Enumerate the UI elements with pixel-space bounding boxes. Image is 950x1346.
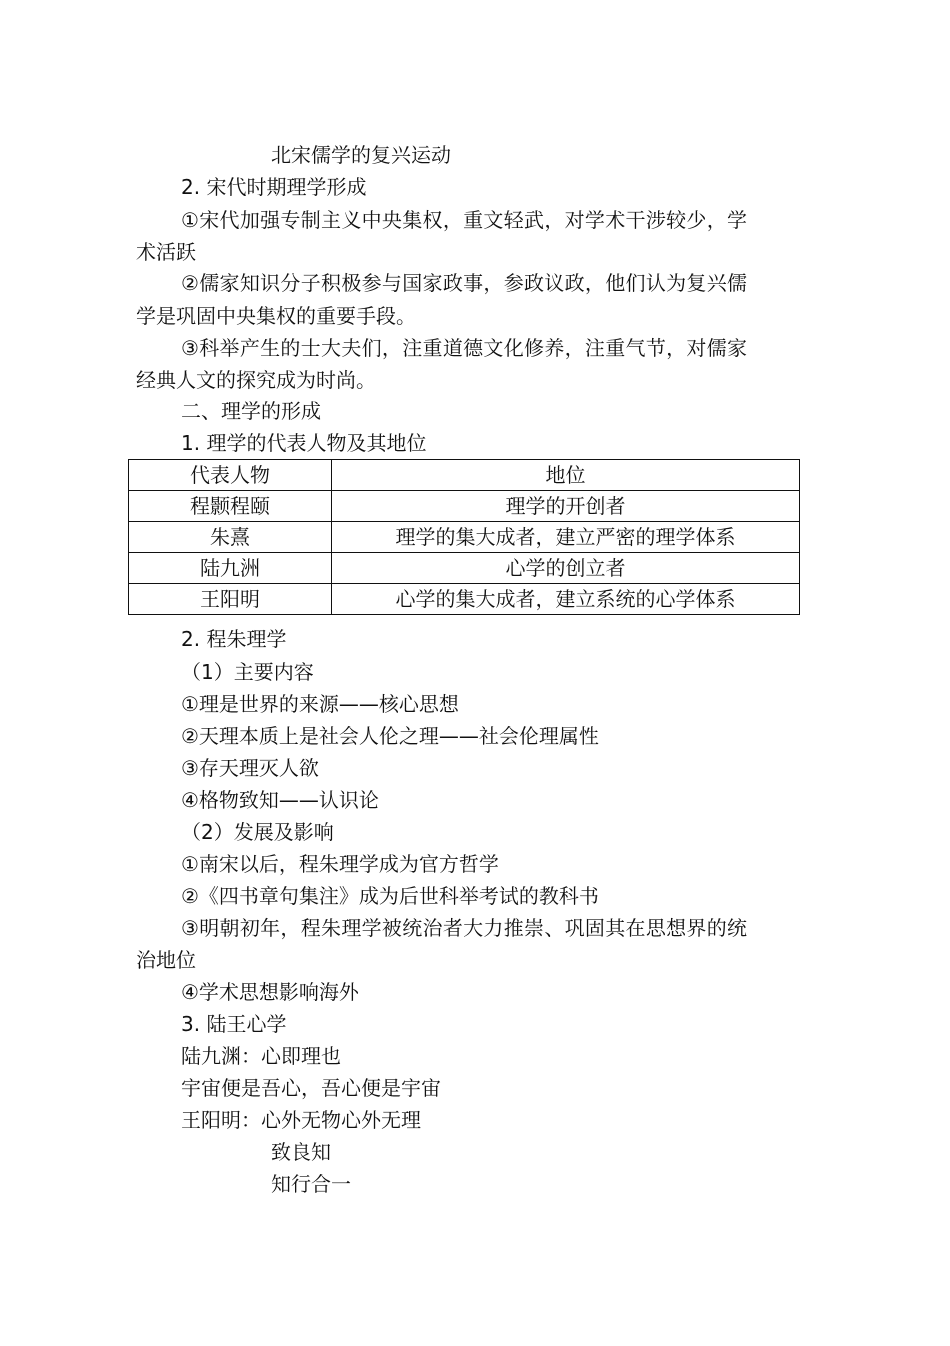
subsection-2-1-title: （1）主要内容 bbox=[181, 660, 314, 684]
content-item-1: ①理是世界的来源——核心思想 bbox=[181, 692, 459, 716]
table-cell-person: 王阳明 bbox=[129, 584, 332, 615]
content-item-4: ④格物致知——认识论 bbox=[181, 788, 379, 812]
table-row bbox=[129, 522, 800, 553]
table-cell-status: 心学的集大成者，建立系统的心学体系 bbox=[332, 584, 800, 615]
table-header-person: 代表人物 bbox=[129, 460, 332, 491]
paragraph-1-line-2: 术活跃 bbox=[136, 240, 196, 264]
paragraph-2-line-1: ②儒家知识分子积极参与国家政事，参政议政，他们认为复兴儒 bbox=[181, 271, 748, 295]
development-item-1: ①南宋以后，程朱理学成为官方哲学 bbox=[181, 852, 499, 876]
development-item-3-line-2: 治地位 bbox=[136, 948, 196, 972]
table-header-status: 地位 bbox=[332, 460, 800, 491]
content-item-2: ②天理本质上是社会人伦之理——社会伦理属性 bbox=[181, 724, 599, 748]
representatives-table bbox=[128, 459, 800, 615]
lu-jiuyuan-quote: 陆九渊：心即理也 bbox=[181, 1044, 341, 1068]
table-row bbox=[129, 491, 800, 522]
development-item-2: ②《四书章句集注》成为后世科举考试的教科书 bbox=[181, 884, 599, 908]
universe-quote: 宇宙便是吾心，吾心便是宇宙 bbox=[181, 1076, 441, 1100]
heading-northern-song: 北宋儒学的复兴运动 bbox=[271, 143, 451, 167]
content-item-3: ③存天理灭人欲 bbox=[181, 756, 319, 780]
table-cell-person: 朱熹 bbox=[129, 522, 332, 553]
table-row bbox=[129, 553, 800, 584]
subsection-2-title: 2. 程朱理学 bbox=[181, 627, 287, 651]
table-cell-person: 陆九洲 bbox=[129, 553, 332, 584]
zhi-xing-heyi: 知行合一 bbox=[271, 1172, 351, 1196]
table-row bbox=[129, 584, 800, 615]
table-header-row bbox=[129, 460, 800, 491]
paragraph-3-line-2: 经典人文的探究成为时尚。 bbox=[136, 368, 376, 392]
zhi-liangzhi: 致良知 bbox=[271, 1140, 331, 1164]
table-cell-status: 心学的创立者 bbox=[332, 553, 800, 584]
section-heading-2: 二、理学的形成 bbox=[181, 399, 321, 423]
paragraph-2-line-2: 学是巩固中央集权的重要手段。 bbox=[136, 304, 416, 328]
subsection-3-title: 3. 陆王心学 bbox=[181, 1012, 287, 1036]
development-item-4: ④学术思想影响海外 bbox=[181, 980, 359, 1004]
subsection-2-2-title: （2）发展及影响 bbox=[181, 820, 334, 844]
subsection-1-title: 1. 理学的代表人物及其地位 bbox=[181, 431, 427, 455]
paragraph-1-line-1: ①宋代加强专制主义中央集权，重文轻武，对学术干涉较少，学 bbox=[181, 208, 748, 232]
table-cell-status: 理学的集大成者，建立严密的理学体系 bbox=[332, 522, 800, 553]
table-cell-status: 理学的开创者 bbox=[332, 491, 800, 522]
table-cell-person: 程颢程颐 bbox=[129, 491, 332, 522]
development-item-3-line-1: ③明朝初年，程朱理学被统治者大力推崇、巩固其在思想界的统 bbox=[181, 916, 748, 940]
wang-yangming-quote: 王阳明：心外无物心外无理 bbox=[181, 1108, 421, 1132]
paragraph-3-line-1: ③科举产生的士大夫们，注重道德文化修养，注重气节，对儒家 bbox=[181, 336, 748, 360]
section-2-title: 2. 宋代时期理学形成 bbox=[181, 175, 367, 199]
